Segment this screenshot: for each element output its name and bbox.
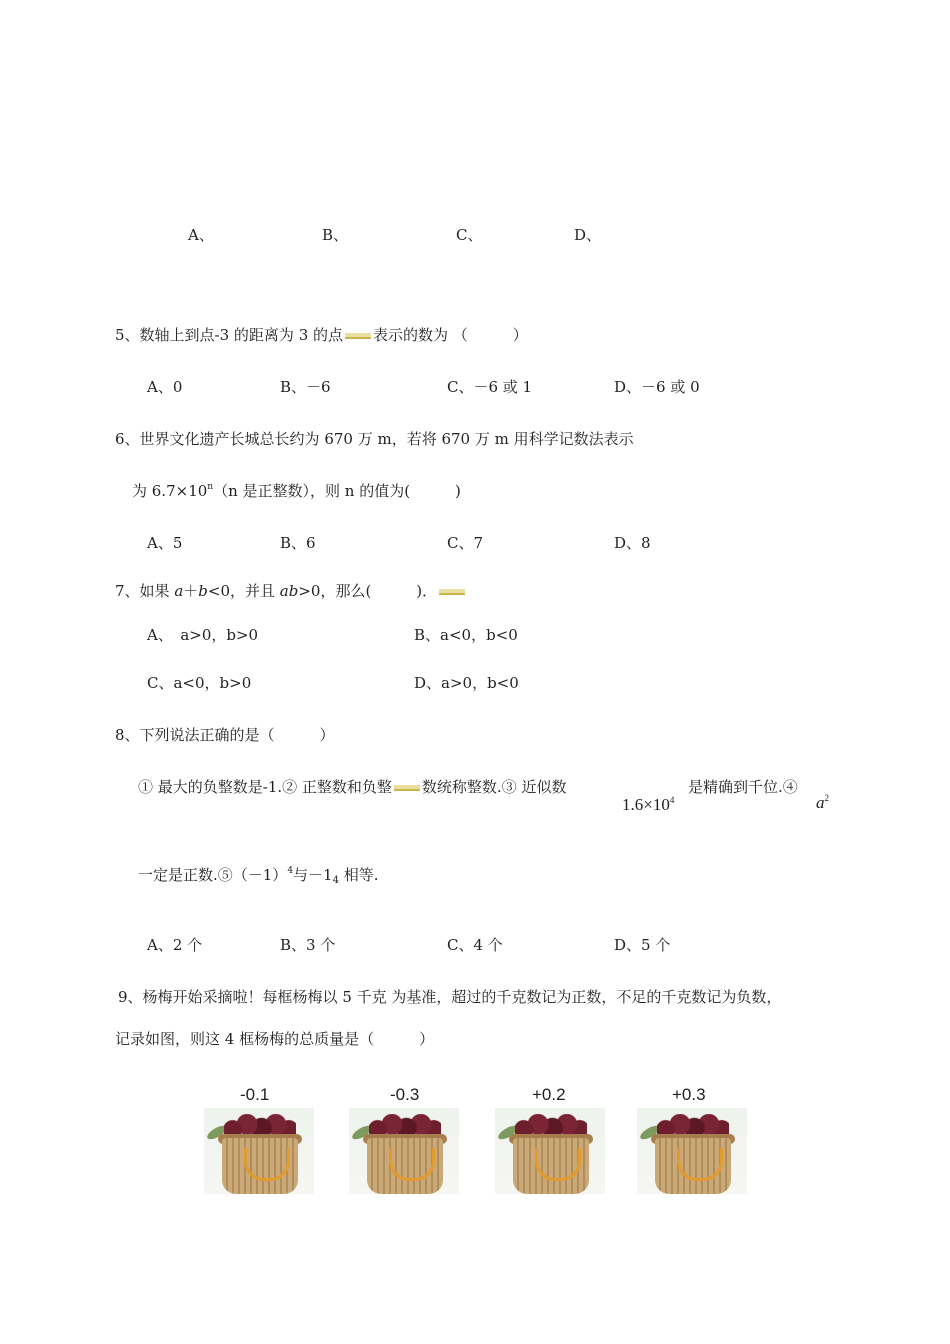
q5-option-d: D、－6 或 0 — [614, 378, 700, 396]
highlight-mark — [345, 333, 371, 339]
q8-statement-line2 — [138, 866, 379, 886]
q7-option-b: B、a<0，b<0 — [414, 626, 518, 644]
q8-line1-a: ① 最大的负整数是-1.② 正整数和负整 — [138, 778, 392, 796]
q7-gt0: >0，那么( )． — [298, 582, 438, 600]
q8-sci-notation — [622, 796, 674, 813]
q8-sci-base: 1.6×10 — [622, 795, 670, 814]
q8-a-squared — [816, 794, 829, 811]
q5-option-c: C、－6 或 1 — [447, 378, 533, 396]
q8-line2-b: 与－1 — [293, 866, 333, 884]
q8-option-d: D、5 个 — [614, 936, 671, 954]
q8-line2-sub: 4 — [332, 875, 339, 886]
q7-plus: ＋ — [183, 582, 199, 600]
q8-stem: 8、下列说法正确的是（ ） — [115, 726, 335, 744]
q6-exponent: n — [207, 482, 214, 492]
q6-line1: 6、世界文化遗产长城总长约为 670 万 m，若将 670 万 m 用科学记数法表示 — [115, 430, 634, 448]
q5-text-before: 数轴上到点-3 的距离为 3 的点 — [139, 326, 344, 344]
basket-image-1 — [204, 1108, 314, 1194]
q5-stem — [115, 328, 528, 343]
q8-line2-sup: 4 — [287, 866, 294, 876]
basket-label-1: -0.1 — [240, 1085, 270, 1104]
basket-label-3: +0.2 — [532, 1085, 566, 1104]
q7-var-b: b — [198, 582, 208, 600]
q5-option-a: A、0 — [147, 378, 183, 396]
q6-option-d: D、8 — [614, 534, 651, 552]
q8-option-b: B、3 个 — [280, 936, 336, 954]
q8-option-c: C、4 个 — [447, 936, 503, 954]
q6-option-c: C、7 — [447, 534, 484, 552]
q8-line1-c: 是精确到千位.④ — [688, 778, 798, 796]
q7-option-d: D、a>0，b<0 — [414, 674, 519, 692]
q7-stem — [115, 584, 467, 599]
q6-option-b: B、6 — [280, 534, 316, 552]
q6-option-a: A、5 — [147, 534, 183, 552]
q7-var-a: a — [174, 582, 184, 600]
q6-line2-before: 为 6.7×10 — [132, 482, 208, 500]
q7-lt0: <0，并且 — [207, 582, 280, 600]
q8-option-a: A、2 个 — [147, 936, 203, 954]
q5-text-after: 表示的数为 （ ） — [373, 326, 528, 344]
q8-line2-a: 一定是正数.⑤（－1） — [138, 866, 288, 884]
q4-option-d: D、 — [574, 226, 602, 244]
q4-option-c: C、 — [456, 226, 483, 244]
basket-label-2: -0.3 — [390, 1085, 420, 1104]
basket-image-3 — [495, 1108, 605, 1194]
q7-var-ab: ab — [279, 582, 299, 600]
q5-option-b: B、－6 — [280, 378, 331, 396]
q9-line1: 9、杨梅开始采摘啦！每框杨梅以 5 千克 为基准，超过的千克数记为正数，不足的千克数记为负数， — [118, 988, 782, 1006]
q7-number: 7、如果 — [115, 582, 175, 600]
q4-option-b: B、 — [322, 226, 349, 244]
highlight-mark — [394, 785, 420, 791]
q5-number: 5、 — [115, 326, 140, 344]
basket-image-2 — [349, 1108, 459, 1194]
q7-option-a: A、 a>0，b>0 — [147, 626, 259, 644]
q8-statement-line1 — [138, 780, 566, 795]
q8-a-exp: 2 — [824, 793, 829, 803]
basket-image-4 — [637, 1108, 747, 1194]
q8-line1-b: 数统称整数.③ 近似数 — [421, 778, 567, 796]
q4-option-a: A、 — [188, 226, 214, 244]
q6-line2-after: （n 是正整数），则 n 的值为( ) — [213, 482, 461, 500]
q9-line2: 记录如图，则这 4 框杨梅的总质量是（ ） — [115, 1030, 435, 1048]
q7-option-c: C、a<0，b>0 — [147, 674, 252, 692]
basket-label-4: +0.3 — [672, 1085, 706, 1104]
q8-line2-c: 相等. — [338, 866, 379, 884]
q6-line2 — [132, 484, 461, 499]
q8-a-var: a — [816, 793, 825, 812]
highlight-mark — [439, 589, 465, 595]
q8-sci-exp: 4 — [669, 795, 675, 805]
